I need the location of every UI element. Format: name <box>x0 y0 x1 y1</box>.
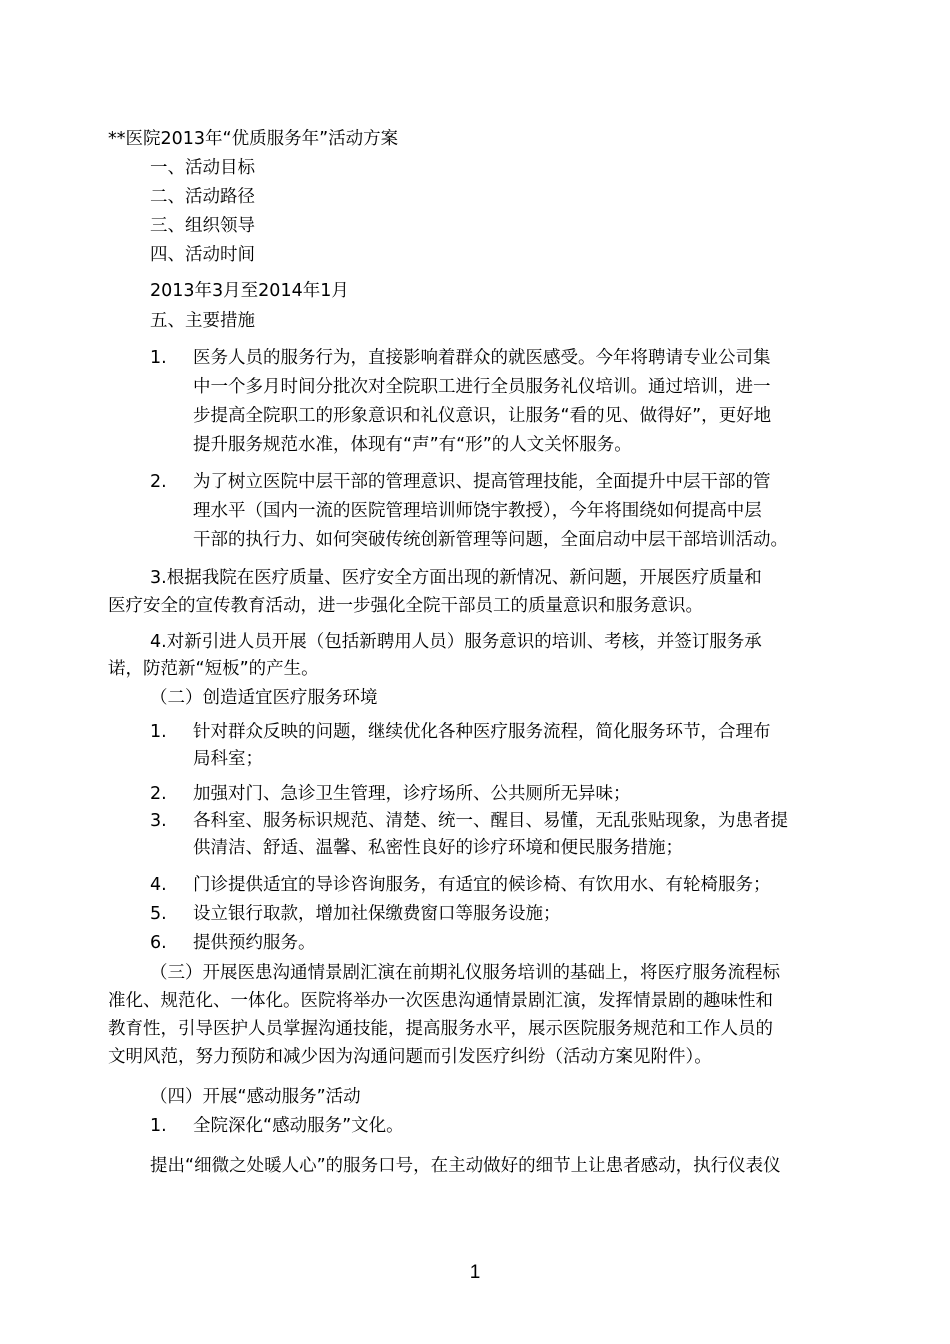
paragraph-line: 提出“细微之处暖人心”的服务口号，在主动做好的细节上让患者感动，执行仪表仪 <box>150 1156 781 1176</box>
list-number: 5. <box>150 904 167 924</box>
list-text-line: 理水平（国内一流的医院管理培训师饶宇教授），今年将围绕如何提高中层 <box>193 501 762 521</box>
list-text-line: 全院深化“感动服务”文化。 <box>193 1116 404 1136</box>
activity-period: 2013年3月至2014年1月 <box>150 281 349 301</box>
list-number: 3. <box>150 811 167 831</box>
list-text-line: 设立银行取款，增加社保缴费窗口等服务设施； <box>193 904 561 924</box>
toc-item: 四、活动时间 <box>150 245 255 265</box>
paragraph-line: 准化、规范化、一体化。医院将举办一次医患沟通情景剧汇演，发挥情景剧的趣味性和 <box>108 991 773 1011</box>
paragraph-line: 教育性，引导医护人员掌握沟通技能，提高服务水平，展示医院服务规范和工作人员的 <box>108 1019 773 1039</box>
paragraph-line: 诺，防范新“短板”的产生。 <box>108 659 319 679</box>
list-text-line: 为了树立医院中层干部的管理意识、提高管理技能，全面提升中层干部的管 <box>193 472 771 492</box>
paragraph-line: 医疗安全的宣传教育活动，进一步强化全院干部员工的质量意识和服务意识。 <box>108 596 703 616</box>
list-text-line: 提供预约服务。 <box>193 933 316 953</box>
list-number: 2. <box>150 472 167 492</box>
list-text-line: 各科室、服务标识规范、清楚、统一、醒目、易懂，无乱张贴现象，为患者提 <box>193 811 788 831</box>
list-text-line: 局科室； <box>193 749 263 769</box>
paragraph-line: 3.根据我院在医疗质量、医疗安全方面出现的新情况、新问题，开展医疗质量和 <box>150 568 762 588</box>
list-number: 1. <box>150 722 167 742</box>
list-text-line: 医务人员的服务行为，直接影响着群众的就医感受。今年将聘请专业公司集 <box>193 348 771 368</box>
section-heading: 五、主要措施 <box>150 311 255 331</box>
list-number: 6. <box>150 933 167 953</box>
toc-item: 三、组织领导 <box>150 216 255 236</box>
list-text-line: 门诊提供适宜的导诊咨询服务，有适宜的候诊椅、有饮用水、有轮椅服务； <box>193 875 771 895</box>
subsection-heading: （二）创造适宜医疗服务环境 <box>150 688 378 708</box>
list-number: 4. <box>150 875 167 895</box>
list-number: 1. <box>150 1116 167 1136</box>
paragraph-line: 4.对新引进人员开展（包括新聘用人员）服务意识的培训、考核，并签订服务承 <box>150 632 762 652</box>
list-text-line: 中一个多月时间分批次对全院职工进行全员服务礼仪培训。通过培训，进一 <box>193 377 771 397</box>
paragraph-line: 文明风范，努力预防和减少因为沟通问题而引发医疗纠纷（活动方案见附件）。 <box>108 1047 712 1067</box>
list-number: 2. <box>150 784 167 804</box>
document-title: **医院2013年“优质服务年”活动方案 <box>108 129 399 149</box>
toc-item: 一、活动目标 <box>150 158 255 178</box>
list-text-line: 提升服务规范水准，体现有“声”有“形”的人文关怀服务。 <box>193 435 632 455</box>
subsection-heading: （四）开展“感动服务”活动 <box>150 1087 361 1107</box>
paragraph-line: （三）开展医患沟通情景剧汇演在前期礼仪服务培训的基础上，将医疗服务流程标 <box>150 963 780 983</box>
page-number: 1 <box>469 1262 481 1283</box>
list-text-line: 针对群众反映的问题，继续优化各种医疗服务流程，简化服务环节，合理布 <box>193 722 771 742</box>
list-text-line: 步提高全院职工的形象意识和礼仪意识，让服务“看的见、做得好”，更好地 <box>193 406 772 426</box>
toc-item: 二、活动路径 <box>150 187 255 207</box>
list-text-line: 加强对门、急诊卫生管理，诊疗场所、公共厕所无异味； <box>193 784 631 804</box>
list-number: 1. <box>150 348 167 368</box>
list-text-line: 供清洁、舒适、温馨、私密性良好的诊疗环境和便民服务措施； <box>193 838 683 858</box>
list-text-line: 干部的执行力、如何突破传统创新管理等问题，全面启动中层干部培训活动。 <box>193 530 788 550</box>
